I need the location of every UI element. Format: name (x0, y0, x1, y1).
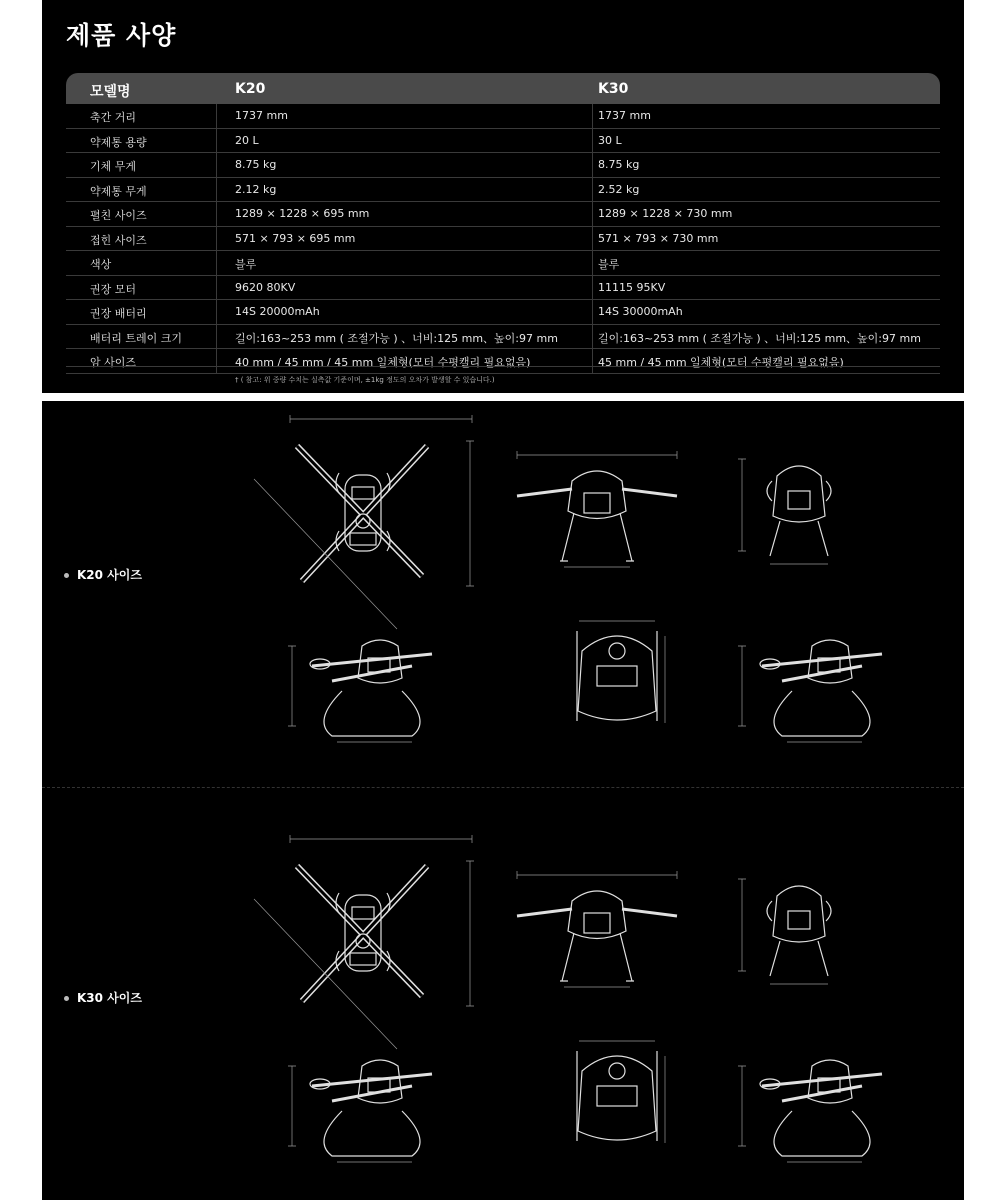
spec-row (66, 325, 940, 350)
spec-value: 1737 mm (235, 109, 288, 122)
spec-value: 11115 95KV (598, 280, 666, 294)
spec-label: 암 사이즈 (90, 356, 137, 369)
spec-row (66, 251, 940, 276)
spec-value: 블루 (235, 258, 257, 271)
spec-label: 기체 무게 (90, 160, 137, 173)
spec-label: 약제통 용량 (90, 135, 147, 149)
k30-drawings (42, 821, 964, 1201)
folded-view-drawing (557, 1031, 677, 1161)
spec-label: 권장 배터리 (90, 307, 147, 320)
spec-value: 길이:163~253 mm ( 조절가능 ) 、너비:125 mm、높이:97 mm (598, 331, 921, 345)
spec-value: 14S 20000mAh (235, 305, 320, 318)
front-view-drawing (512, 861, 682, 996)
spec-row (66, 178, 940, 203)
spec-value: 블루 (598, 258, 620, 271)
spec-note (66, 366, 940, 391)
page-title: 제품 사양 (66, 21, 177, 50)
spec-row (66, 300, 940, 325)
section-divider (42, 787, 964, 788)
header-k20: K20 (235, 81, 266, 97)
spec-value: 40 mm / 45 mm / 45 mm 일체형(모터 수평캘리 필요없음) (235, 356, 531, 369)
k20-size-label: K20 사이즈 (64, 566, 142, 583)
spec-value: 1289 × 1228 × 695 mm (235, 207, 370, 220)
iso-view-drawing (272, 626, 457, 751)
spec-value: 45 mm / 45 mm 일체형(모터 수평캘리 필요없음) (598, 356, 844, 369)
spec-panel (42, 0, 964, 393)
spec-label: 색상 (90, 258, 112, 271)
spec-row (66, 129, 940, 154)
spec-label: 축간 거리 (90, 111, 137, 124)
spec-value: 1737 mm (598, 109, 651, 122)
spec-row (66, 227, 940, 252)
spec-row (66, 104, 940, 129)
spec-label: 권장 모터 (90, 282, 137, 296)
header-model: 모델명 (90, 84, 131, 100)
k30-size-label: K30 사이즈 (64, 989, 142, 1006)
col-divider (216, 104, 217, 374)
spec-label: 접힌 사이즈 (90, 233, 147, 247)
spec-table (66, 73, 940, 374)
spec-value: 14S 30000mAh (598, 305, 683, 318)
spec-value: 9620 80KV (235, 280, 296, 294)
spec-value: 8.75 kg (235, 158, 277, 171)
spec-note-text: † ( 참고: 위 중량 수치는 실측값 기준이며, ±1kg 정도의 오차가 발생할 수 있습니다.) (235, 376, 495, 384)
spec-row (66, 153, 940, 178)
spec-value: 20 L (235, 133, 259, 147)
spec-label: 약제통 무게 (90, 184, 147, 198)
spec-value: 1289 × 1228 × 730 mm (598, 207, 733, 220)
spec-value: 571 × 793 × 695 mm (235, 231, 356, 245)
front-view-drawing (512, 441, 682, 576)
spec-label: 배터리 트레이 크기 (90, 331, 183, 345)
spec-value: 2.52 kg (598, 182, 640, 196)
spec-value: 30 L (598, 133, 622, 147)
folded-view-drawing (557, 611, 677, 741)
spec-row (66, 276, 940, 301)
spec-value: 길이:163~253 mm ( 조절가능 ) 、너비:125 mm、높이:97 mm (235, 331, 558, 345)
spec-value: 2.12 kg (235, 182, 277, 196)
top-view-drawing (242, 401, 482, 636)
spec-value: 571 × 793 × 730 mm (598, 231, 719, 245)
side-view-drawing (722, 451, 852, 576)
side-view-drawing (722, 871, 852, 996)
iso-view-drawing (722, 1046, 907, 1171)
header-k30: K30 (598, 81, 629, 97)
spec-label: 펼친 사이즈 (90, 209, 147, 222)
iso-view-drawing (722, 626, 907, 751)
iso-view-drawing (272, 1046, 457, 1171)
spec-row (66, 202, 940, 227)
drawings-panel (42, 401, 964, 1200)
col-divider (592, 104, 593, 374)
top-view-drawing (242, 821, 482, 1056)
spec-value: 8.75 kg (598, 158, 640, 171)
bullet-icon (64, 573, 69, 578)
spec-header-row (66, 73, 940, 104)
